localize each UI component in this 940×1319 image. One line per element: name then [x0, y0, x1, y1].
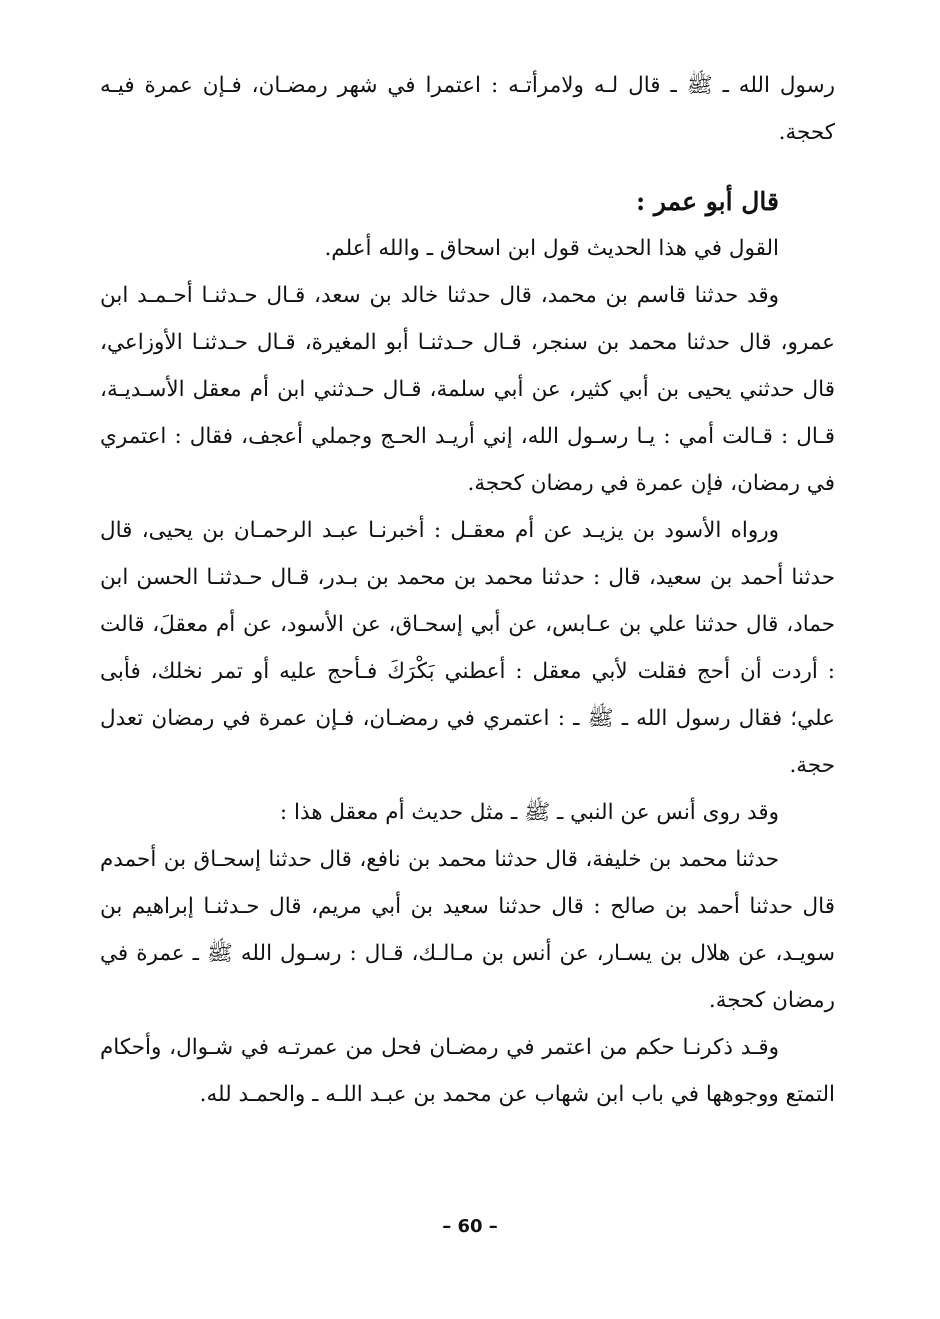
page-number: – 60 – [442, 1216, 498, 1237]
paragraph-hadith-um-maqil: وقد حدثنا قاسم بن محمد، قال حدثنا خالد بن سعد، قـال حـدثنـا أحـمـد ابن عمرو، قال حدثنا محمد بن سنجر، قـال حـدثنـا أبو المغيرة، قـال حـدثنـا الأوزاعي، قال حدثني يحيى بن أبي كثير، عن أبي سلمة، قـال حـدثني ابن أم معقل الأسـديـة، قـال : قـالت أمي : يـا رسـول الله، إني أريـد الحـج وجملي أعجف، فقال : اعتمري في رمضان، فإن عمرة في رمضان كحجة. [100, 283, 835, 496]
paragraph-anas-intro: وقد روى أنس عن النبي ـ ﷺ ـ مثل حديث أم معقل هذا : [279, 800, 779, 825]
paragraph-continuation: رسول الله ـ ﷺ ـ قال لـه ولامرأتـه : اعتمرا في شهر رمضـان، فـإن عمرة فيـه كحجة. [100, 73, 835, 145]
paragraph-anas-chain: حدثنا محمد بن خليفة، قال حدثنا محمد بن نافع، قال حدثنا إسحـاق بن أحمدم قال حدثنا أحمد بن صالح : قال حدثنا سعيد بن أبي مريم، قال حـدثنـا إبراهيم بن سويـد، عن هلال بن يسـار، عن أنس بن مـالـك، قـال : رسـول الله ﷺ ـ عمرة في رمضان كحجة. [100, 847, 835, 1013]
page-body [100, 62, 835, 1118]
paragraph-aswad-narration: ورواه الأسود بن يزيـد عن أم معقـل : أخبرنـا عبـد الرحمـان بن يحيى، قال حدثنا أحمد بن سعيد، قال : حدثنا محمد بن محمد بن بـدر، قـال حـدثنـا الحسن ابن حماد، قال حدثنا علي بن عـابس، عن أبي إسحـاق، عن الأسود، عن أم معقلَ، قالت : أردت أن أحج فقلت لأبي معقل : أعطني بَكْرَكَ فـأحج عليه أو تمر نخلك، فأبى علي؛ فقال رسول الله ـ ﷺ ـ : اعتمري في رمضـان، فـإن عمرة في رمضان تعدل حجة. [100, 518, 835, 778]
section-heading: قال أبو عمر : [635, 187, 779, 216]
paragraph-closing: وقـد ذكرنـا حكم من اعتمر في رمضـان فحل من عمرتـه في شـوال، وأحكام التمتع ووجوهها في باب ابن شهاب عن محمد بن عبـد اللـه ـ والحمـد لله. [100, 1035, 835, 1107]
paragraph-opinion: القول في هذا الحديث قول ابن اسحاق ـ والله أعلم. [324, 236, 779, 261]
